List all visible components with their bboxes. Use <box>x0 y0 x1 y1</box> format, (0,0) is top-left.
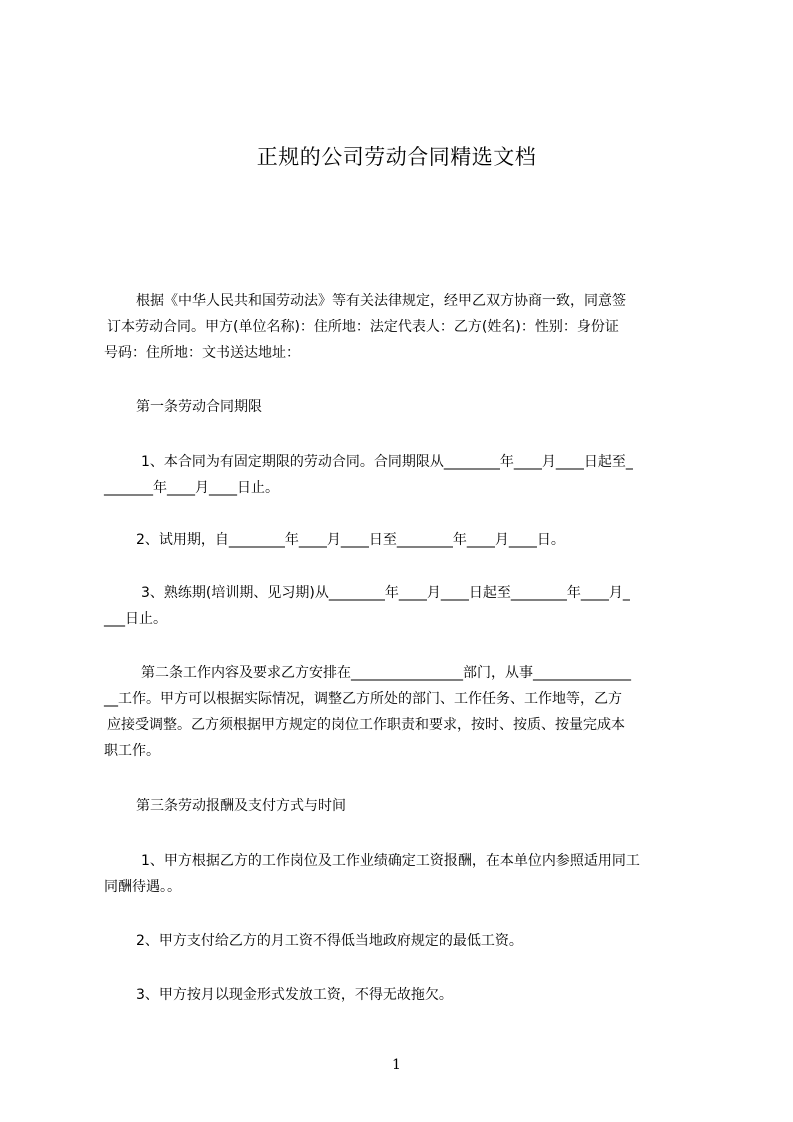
article-3-item-1-line-1: 1、甲方根据乙方的工作岗位及工作业绩确定工资报酬，在本单位内参照适用同工 <box>141 853 640 869</box>
article-3-item-2: 2、甲方支付给乙方的月工资不得低当地政府规定的最低工资。 <box>136 933 523 949</box>
intro-line-2: 订本劳动合同。甲方(单位名称)：住所地：法定代表人：乙方(姓名)：性别：身份证 <box>107 319 619 335</box>
intro-line-1: 根据《中华人民共和国劳动法》等有关法律规定，经甲乙双方协商一致，同意签 <box>136 293 626 309</box>
article-1-item-3-line-2: ___日止。 <box>104 611 167 627</box>
article-1-item-1-line-1: 1、本合同为有固定期限的劳动合同。合同期限从________年____月____日起至_ <box>141 454 633 470</box>
article-1-item-1-line-2: _______年____月____日止。 <box>104 480 279 496</box>
document-title: 正规的公司劳动合同精选文档 <box>256 145 537 169</box>
article-3-item-1-line-2: 同酬待遇。。 <box>104 879 181 895</box>
article-2-line-3: 应接受调整。乙方须根据甲方规定的岗位工作职责和要求，按时、按质、按量完成本 <box>107 717 625 733</box>
article-2-line-2: __工作。甲方可以根据实际情况，调整乙方所处的部门、工作任务、工作地等，乙方 <box>104 691 622 707</box>
article-1-heading: 第一条劳动合同期限 <box>136 399 262 415</box>
article-3-heading: 第三条劳动报酬及支付方式与时间 <box>136 798 346 814</box>
article-2-line-1: 第二条工作内容及要求乙方安排在________________部门，从事______________ <box>141 665 631 681</box>
article-1-item-2: 2、试用期，自________年____月____日至________年____月____日。 <box>136 532 565 548</box>
article-2-line-4: 职工作。 <box>104 743 160 759</box>
intro-line-3: 号码：住所地：文书送达地址： <box>104 345 300 361</box>
page-number: 1 <box>392 1057 401 1073</box>
article-1-item-3-line-1: 3、熟练期(培训期、见习期)从________年____月____日起至________年____月_ <box>141 585 630 601</box>
article-3-item-3: 3、甲方按月以现金形式发放工资，不得无故拖欠。 <box>136 987 453 1003</box>
